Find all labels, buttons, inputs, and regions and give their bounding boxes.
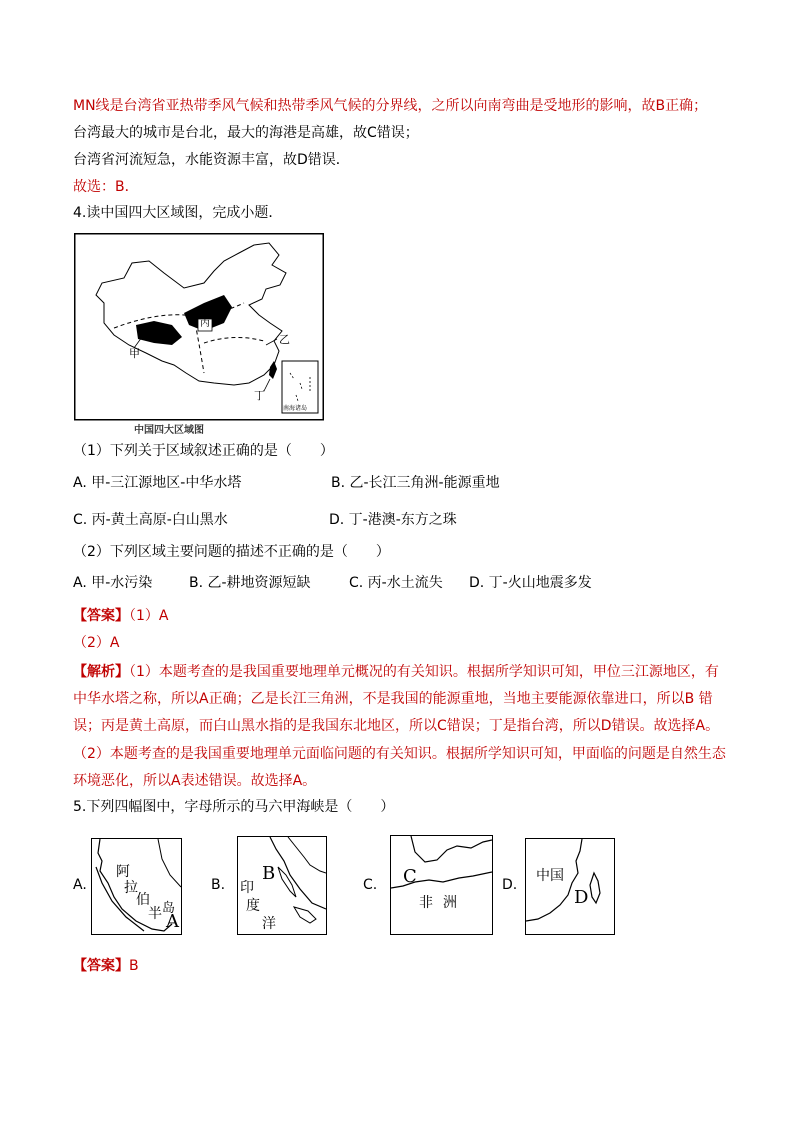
q4-sub2-option-b: B. 乙-耕地资源短缺 bbox=[189, 575, 311, 591]
analysis-line-1 bbox=[73, 662, 719, 682]
q5-map-c bbox=[390, 835, 493, 935]
answer-2: （2）A bbox=[73, 635, 120, 651]
q5-b-text-2: 度 bbox=[246, 898, 260, 914]
q5-map-b bbox=[237, 836, 327, 935]
q5-b-text-3: 洋 bbox=[262, 916, 276, 932]
q5-a-text-2: 拉 bbox=[124, 880, 138, 896]
analysis-line-2: 中华水塔之称，所以A正确；乙是长江三角洲，不是我国的能源重地，当地主要能源依靠进口，所以B 错 bbox=[73, 691, 713, 707]
q4-sub2-option-a: A. 甲-水污染 bbox=[73, 575, 153, 591]
q4-sub2-option-d: D. 丁-火山地震多发 bbox=[469, 575, 592, 591]
map-caption: 中国四大区域图 bbox=[134, 425, 204, 436]
q5-answer-value: B bbox=[129, 958, 139, 974]
q5-answer bbox=[73, 956, 139, 976]
q5-a-text-3: 伯 bbox=[136, 892, 150, 908]
q4-sub1-option-a: A. 甲-三江源地区-中华水塔 bbox=[73, 475, 242, 491]
q5-stem: 5.下列四幅图中，字母所示的马六甲海峡是（ ） bbox=[73, 799, 395, 815]
q4-stem: 4.读中国四大区域图，完成小题． bbox=[73, 205, 283, 221]
map-label-ding: 丁 bbox=[254, 389, 265, 402]
explanation-line-1: MN线是台湾省亚热带季风气候和热带季风气候的分界线，之所以向南弯曲是受地形的影响，故B正确； bbox=[73, 98, 708, 114]
map-label-bing: 丙 bbox=[200, 318, 210, 329]
q5-a-text-1: 阿 bbox=[116, 864, 130, 880]
map-inset-label: 南海诸岛 bbox=[283, 405, 308, 412]
analysis-line-4: （2）本题考查的是我国重要地理单元面临问题的有关知识。根据所学知识可知，甲面临的问题是自然生态 bbox=[73, 746, 726, 762]
explanation-line-2: 台湾最大的城市是台北，最大的海港是高雄，故C错误； bbox=[73, 125, 419, 141]
map-label-jia: 甲 bbox=[129, 347, 140, 360]
q5-b-text-1: 印 bbox=[240, 880, 254, 896]
q5-a-text-5: 岛 bbox=[162, 901, 176, 916]
q5-option-a-label: A. bbox=[73, 877, 87, 893]
q4-answer bbox=[73, 606, 168, 626]
q5-c-letter: C bbox=[403, 866, 417, 887]
analysis-text-1: （1）本题考查的是我国重要地理单元概况的有关知识。根据所学知识可知，甲位三江源地区，有 bbox=[129, 664, 719, 680]
analysis-line-3: 误；丙是黄土高原，而白山黑水指的是我国东北地区，所以C错误；丁是指台湾，所以D错误。故选择A。 bbox=[73, 718, 720, 734]
china-regions-map bbox=[74, 233, 324, 439]
q5-option-d-label: D. bbox=[502, 877, 518, 893]
q5-a-text-4: 半 bbox=[148, 906, 162, 922]
q5-d-text-1: 中国 bbox=[536, 868, 564, 884]
q5-d-letter: D bbox=[574, 887, 589, 908]
q5-c-text-2: 洲 bbox=[443, 895, 457, 911]
q4-sub2-option-c: C. 丙-水土流失 bbox=[349, 575, 443, 591]
answer-1: （1）A bbox=[129, 608, 169, 624]
q4-sub1-option-d: D. 丁-港澳-东方之珠 bbox=[329, 512, 457, 528]
q5-answer-tag: 【答案】 bbox=[73, 958, 129, 974]
q3-answer: 故选：B． bbox=[73, 179, 139, 195]
analysis-line-5: 环境恶化，所以A表述错误。故选择A。 bbox=[73, 773, 317, 789]
q4-sub2-question: （2）下列区域主要问题的描述不正确的是（ ） bbox=[73, 544, 390, 560]
q4-sub1-question: （1）下列关于区域叙述正确的是（ ） bbox=[73, 443, 334, 459]
q5-c-text-1: 非 bbox=[419, 895, 433, 911]
q5-option-c-label: C. bbox=[363, 877, 378, 893]
q5-option-b-label: B. bbox=[211, 877, 226, 893]
q4-sub1-option-b: B. 乙-长江三角洲-能源重地 bbox=[331, 475, 500, 491]
q5-b-letter: B bbox=[262, 863, 276, 884]
analysis-tag: 【解析】 bbox=[73, 664, 129, 680]
q5-map-a bbox=[91, 838, 182, 935]
q4-sub1-option-c: C. 丙-黄土高原-白山黑水 bbox=[73, 512, 228, 528]
answer-tag: 【答案】 bbox=[73, 608, 129, 624]
q5-a-letter: A bbox=[166, 911, 179, 932]
map-label-yi: 乙 bbox=[279, 333, 290, 346]
explanation-line-3: 台湾省河流短急，水能资源丰富，故D错误． bbox=[73, 152, 350, 168]
q5-map-d bbox=[525, 838, 615, 935]
